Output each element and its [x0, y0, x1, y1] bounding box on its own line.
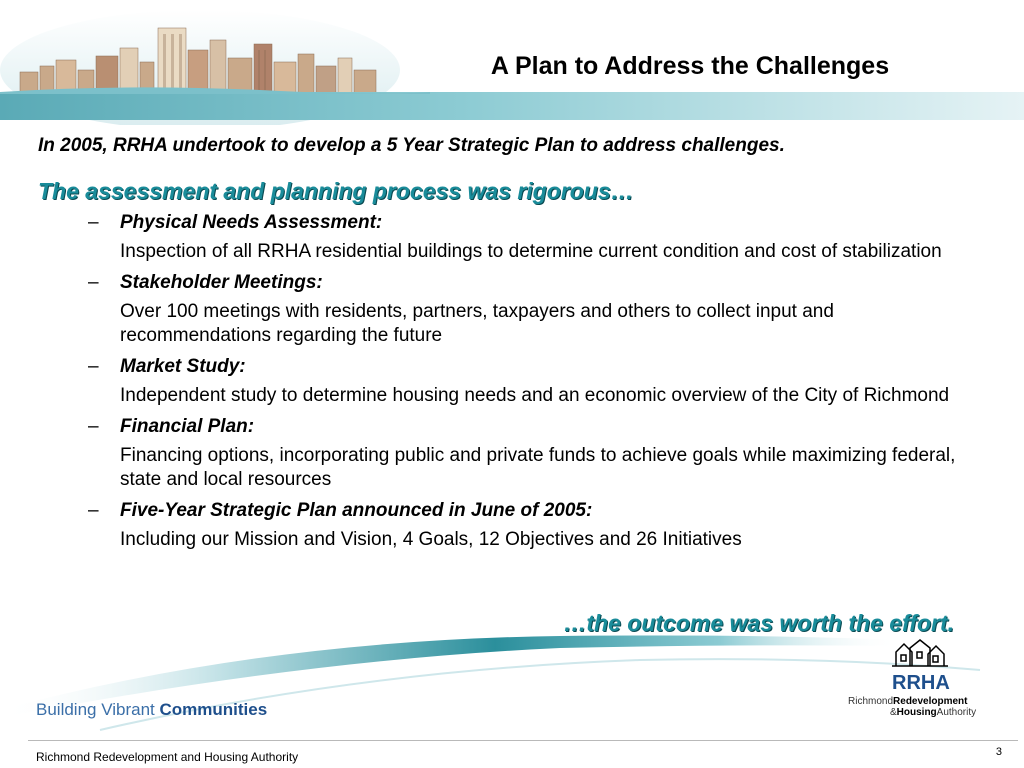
- item-title: Five-Year Strategic Plan announced in June of 2005:: [120, 500, 593, 521]
- list-item: [0, 414, 1024, 498]
- outcome-statement: …the outcome was worth the effort.: [563, 610, 954, 636]
- logo-line-2: [890, 707, 976, 718]
- item-title: Stakeholder Meetings:: [120, 272, 323, 293]
- slide-title: A Plan to Address the Challenges: [490, 52, 890, 80]
- section-heading: The assessment and planning process was rigorous…: [38, 178, 634, 204]
- list-item: [0, 270, 1024, 354]
- intro-statement: In 2005, RRHA undertook to develop a 5 Year Strategic Plan to address challenges.: [38, 135, 785, 156]
- tagline-light-text: Building Vibrant: [36, 700, 160, 719]
- list-item: [0, 354, 1024, 414]
- dash-bullet: –: [88, 212, 99, 233]
- dash-bullet: –: [88, 416, 99, 437]
- item-description: Inspection of all RRHA residential buildings to determine current condition and cost of stabilization: [120, 241, 942, 262]
- logo-line-1-bold: Redevelopment: [893, 696, 968, 707]
- list-item: [0, 210, 1024, 270]
- item-title: Market Study:: [120, 356, 246, 377]
- logo-line-2-bold: Housing: [896, 707, 937, 718]
- list-item: [0, 498, 1024, 558]
- item-description: Including our Mission and Vision, 4 Goals, 12 Objectives and 26 Initiatives: [120, 529, 742, 550]
- logo-line-1: [848, 696, 968, 707]
- item-title: Physical Needs Assessment:: [120, 212, 383, 233]
- dash-bullet: –: [88, 356, 99, 377]
- item-description: Over 100 meetings with residents, partners, taxpayers and others to collect input and recommendations regarding the future: [120, 301, 834, 346]
- item-description: Financing options, incorporating public and private funds to achieve goals while maximizing federal, state and local resources: [120, 445, 956, 490]
- logo-name: RRHA: [892, 672, 950, 694]
- process-list: [0, 210, 1024, 558]
- logo-line-2-prefix: &: [890, 707, 897, 718]
- page-number: 3: [995, 746, 1002, 758]
- item-title: Financial Plan:: [120, 416, 255, 437]
- logo-line-2-light: Authority: [936, 707, 977, 718]
- tagline-bold-text: Communities: [159, 700, 268, 719]
- dash-bullet: –: [88, 500, 99, 521]
- dash-bullet: –: [88, 272, 99, 293]
- logo-line-1-light: Richmond: [848, 696, 894, 707]
- footer-organization: Richmond Redevelopment and Housing Authority: [36, 750, 299, 764]
- footer-divider: [28, 740, 1018, 741]
- item-description: Independent study to determine housing needs and an economic overview of the City of Richmond: [120, 385, 950, 406]
- brand-tagline: [36, 700, 267, 720]
